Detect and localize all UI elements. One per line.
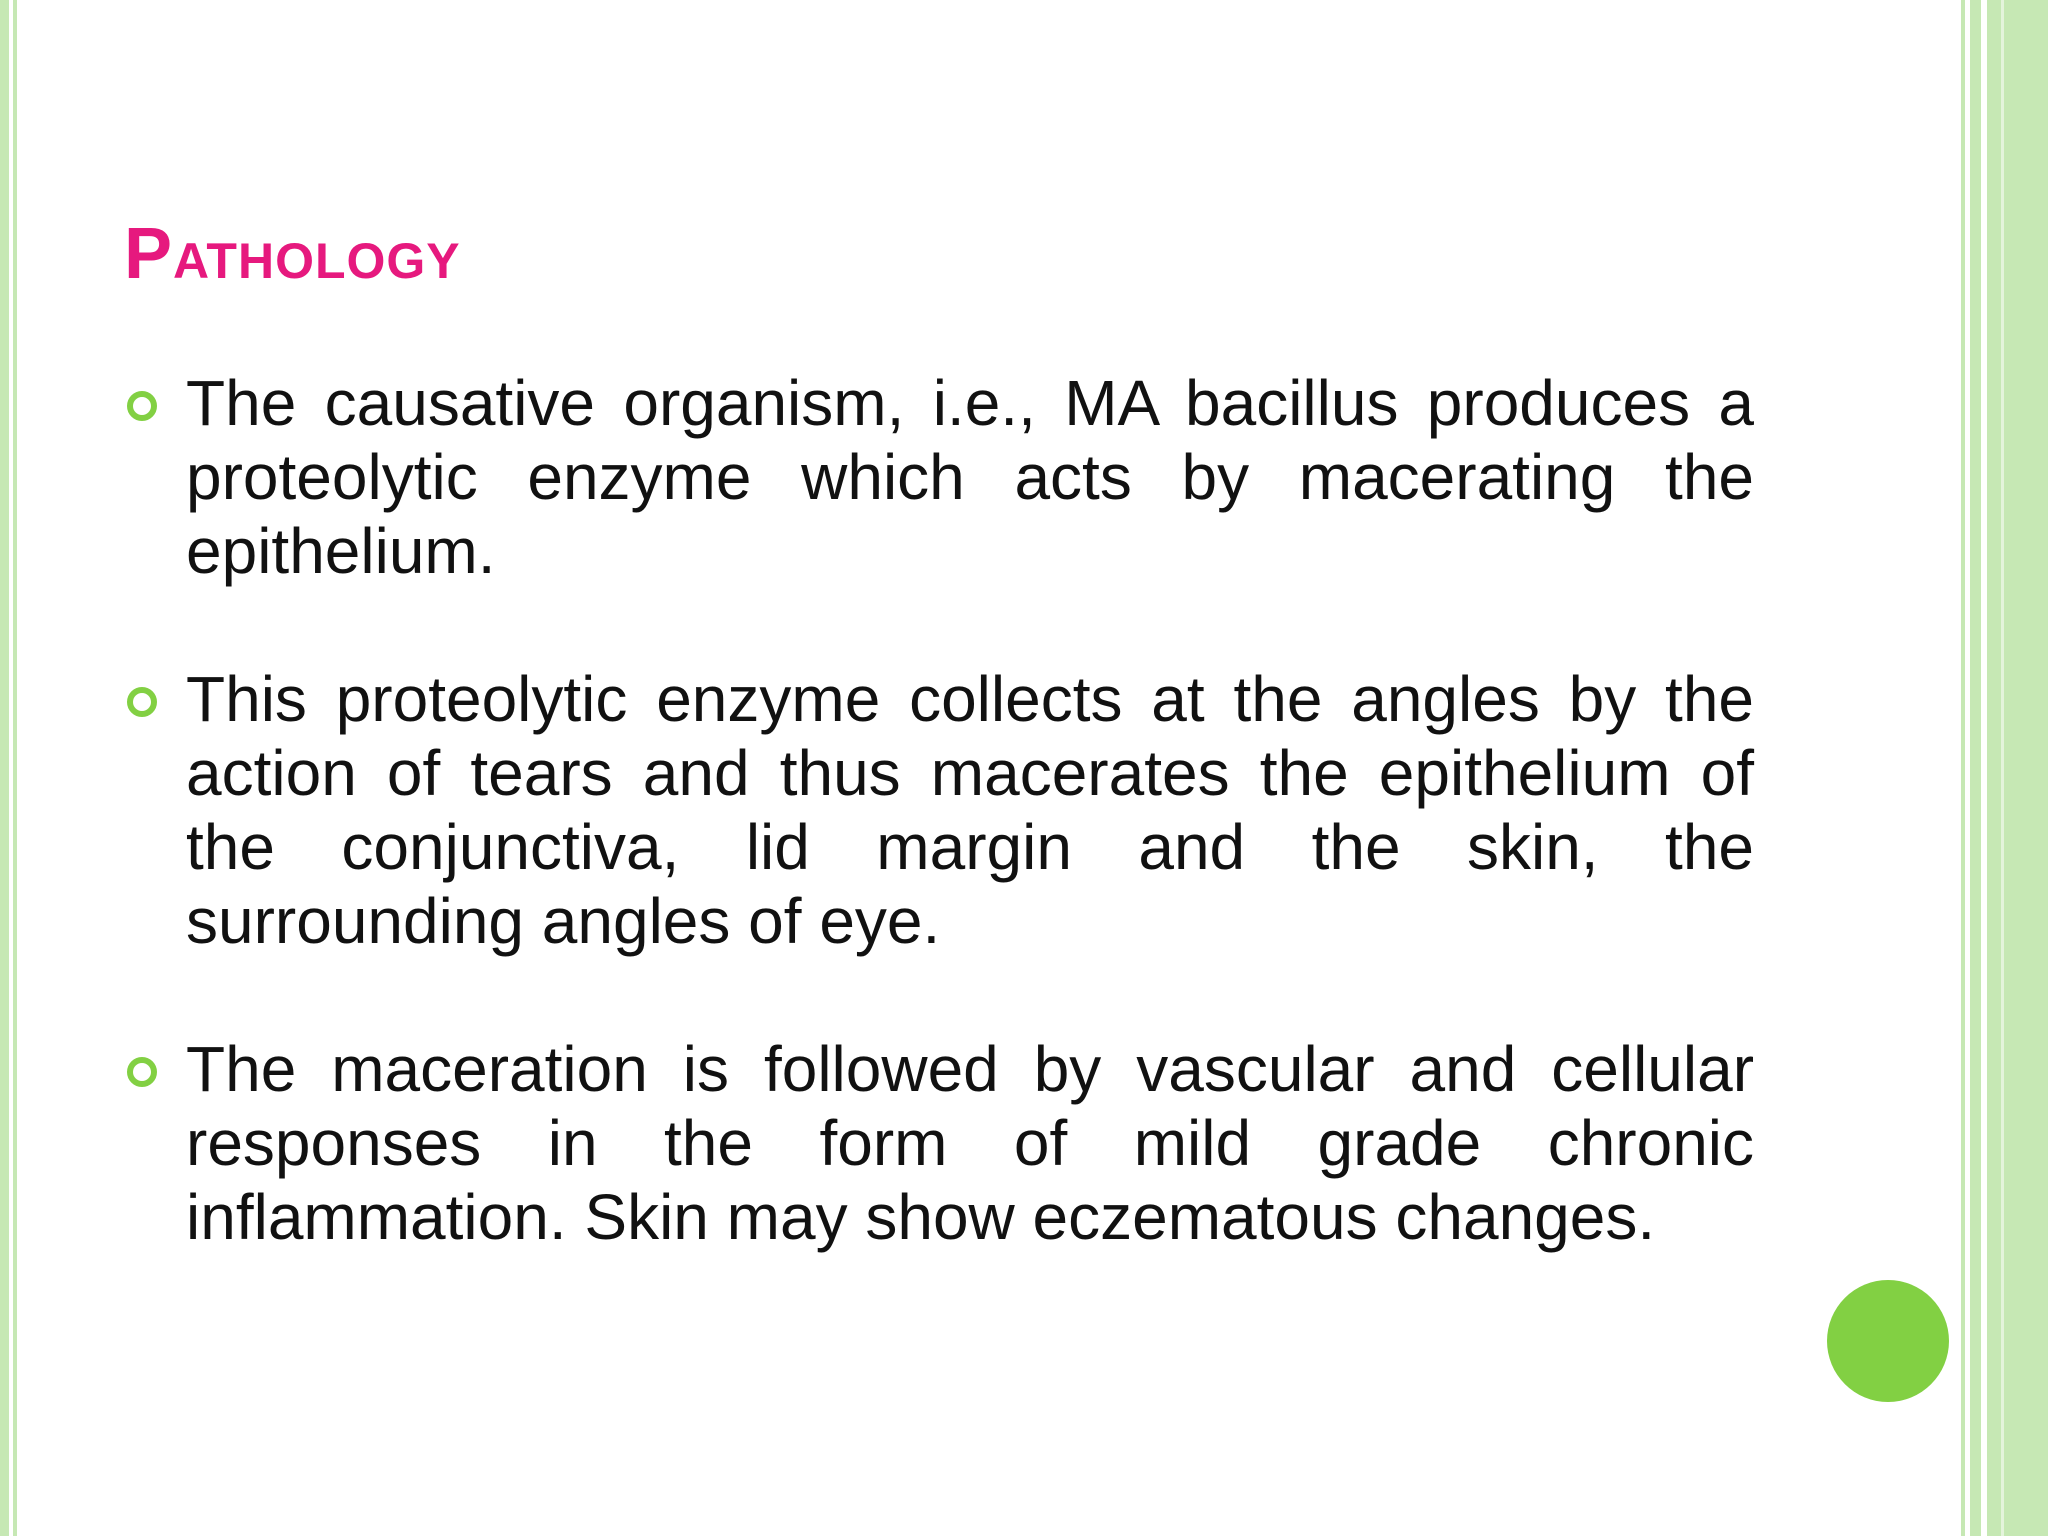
slide-title: Pathology [124, 214, 461, 294]
left-border-line [0, 0, 9, 1536]
bullet-text: The causative organism, i.e., MA bacillus produces a proteolytic enzyme which acts by macerating the epithelium. [186, 367, 1754, 587]
ring-bullet-icon [127, 687, 157, 717]
bullet-item [124, 662, 1754, 958]
bullet-item [124, 366, 1754, 588]
ring-bullet-icon [127, 391, 157, 421]
right-border-stripe [1987, 0, 2048, 1536]
left-border-line [13, 0, 17, 1536]
ring-bullet-icon [127, 1057, 157, 1087]
bullet-list [124, 366, 1754, 1328]
right-border-stripe [1970, 0, 1981, 1536]
right-border-stripe [1961, 0, 1965, 1536]
bullet-item [124, 1032, 1754, 1254]
bullet-text: The maceration is followed by vascular and cellular responses in the form of mild grade chronic inflammation. Skin may show eczematous changes. [186, 1033, 1754, 1253]
right-border-line [2001, 0, 2004, 1536]
decorative-green-circle-icon [1827, 1280, 1949, 1402]
bullet-text: This proteolytic enzyme collects at the angles by the action of tears and thus macerates the epithelium of the conjunctiva, lid margin and the skin, the surrounding angles of eye. [186, 663, 1754, 957]
